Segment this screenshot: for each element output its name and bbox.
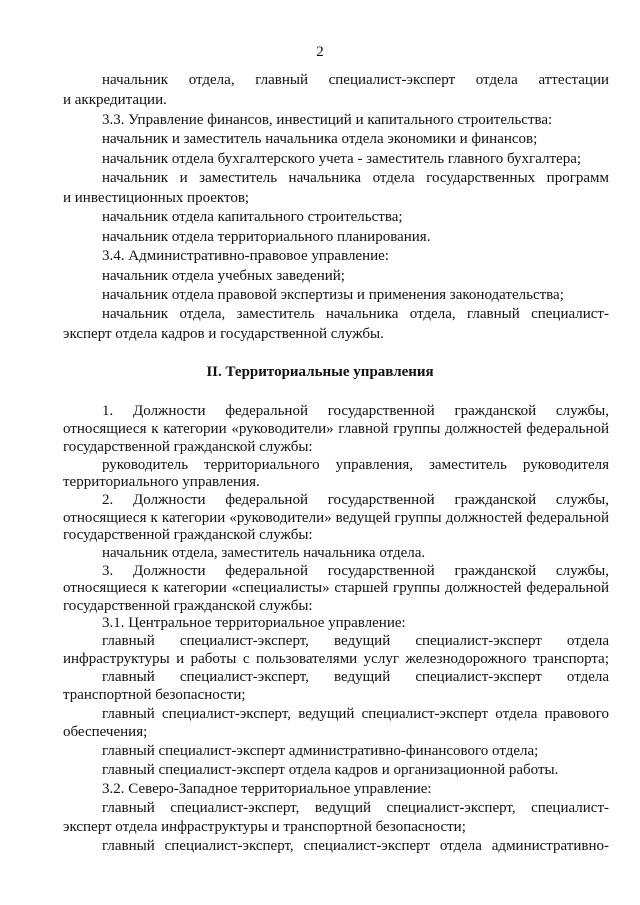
text-line: территориального управления. — [63, 474, 260, 490]
text-line: главный специалист-эксперт, специалист-эксперт отдела административно- — [102, 838, 609, 854]
text-line: относящиеся к категории «руководители» ведущей группы должностей федеральной — [63, 510, 609, 526]
text-line: начальник и заместитель начальника отдела экономики и финансов; — [102, 131, 538, 147]
text-line: 3.2. Северо-Западное территориальное управление: — [102, 781, 432, 797]
text-line: и инвестиционных проектов; — [63, 190, 250, 206]
text-line: государственной гражданской службы: — [63, 439, 313, 455]
text-line: инфраструктуры и работы с пользователями услуг железнодорожного транспорта; — [63, 651, 609, 667]
text-line: 3.1. Центральное территориальное управление: — [102, 615, 406, 631]
text-line: государственной гражданской службы: — [63, 598, 313, 614]
text-line: начальник отдела учебных заведений; — [102, 268, 345, 284]
text-line: и аккредитации. — [63, 92, 167, 108]
text-line: государственной гражданской службы: — [63, 527, 313, 543]
text-line: главный специалист-эксперт, ведущий специалист-эксперт отдела правового — [102, 706, 609, 722]
page-number: 2 — [316, 44, 324, 60]
text-line: относящиеся к категории «специалисты» старшей группы должностей федеральной — [63, 580, 609, 596]
text-line: начальник отдела капитального строительства; — [102, 209, 403, 225]
text-line: эксперт отдела кадров и государственной службы. — [63, 326, 384, 342]
section-heading: II. Территориальные управления — [206, 364, 434, 380]
text-line: начальник отдела бухгалтерского учета - заместитель главного бухгалтера; — [102, 151, 582, 167]
text-line: главный специалист-эксперт, ведущий специалист-эксперт отдела — [102, 633, 609, 649]
text-line: начальник отдела, заместитель начальника отдела. — [102, 545, 426, 561]
text-line: обеспечения; — [63, 724, 148, 740]
text-line: начальник отдела, главный специалист-эксперт отдела аттестации — [102, 72, 609, 88]
text-line: 3.3. Управление финансов, инвестиций и капитального строительства: — [102, 112, 553, 128]
text-line: 3. Должности федеральной государственной гражданской службы, — [102, 563, 609, 579]
text-line: начальник отдела правовой экспертизы и применения законодательства; — [102, 287, 564, 303]
text-line: 1. Должности федеральной государственной гражданской службы, — [102, 403, 609, 419]
text-line: начальник и заместитель начальника отдела государственных программ — [102, 170, 609, 186]
text-line: транспортной безопасности; — [63, 687, 246, 703]
text-line: начальник отдела территориального планирования. — [102, 229, 431, 245]
text-line: главный специалист-эксперт отдела кадров и организационной работы. — [102, 762, 559, 778]
text-line: 3.4. Административно-правовое управление: — [102, 248, 389, 264]
text-line: главный специалист-эксперт административно-финансового отдела; — [102, 743, 539, 759]
text-line: руководитель территориального управления, заместитель руководителя — [102, 457, 609, 473]
text-line: начальник отдела, заместитель начальника отдела, главный специалист- — [102, 306, 609, 322]
text-line: эксперт отдела инфраструктуры и транспортной безопасности; — [63, 819, 466, 835]
text-line: главный специалист-эксперт, ведущий специалист-эксперт отдела — [102, 669, 609, 685]
text-line: 2. Должности федеральной государственной гражданской службы, — [102, 492, 609, 508]
text-line: главный специалист-эксперт, ведущий специалист-эксперт, специалист- — [102, 800, 609, 816]
text-line: относящиеся к категории «руководители» главной группы должностей федеральной — [63, 421, 609, 437]
